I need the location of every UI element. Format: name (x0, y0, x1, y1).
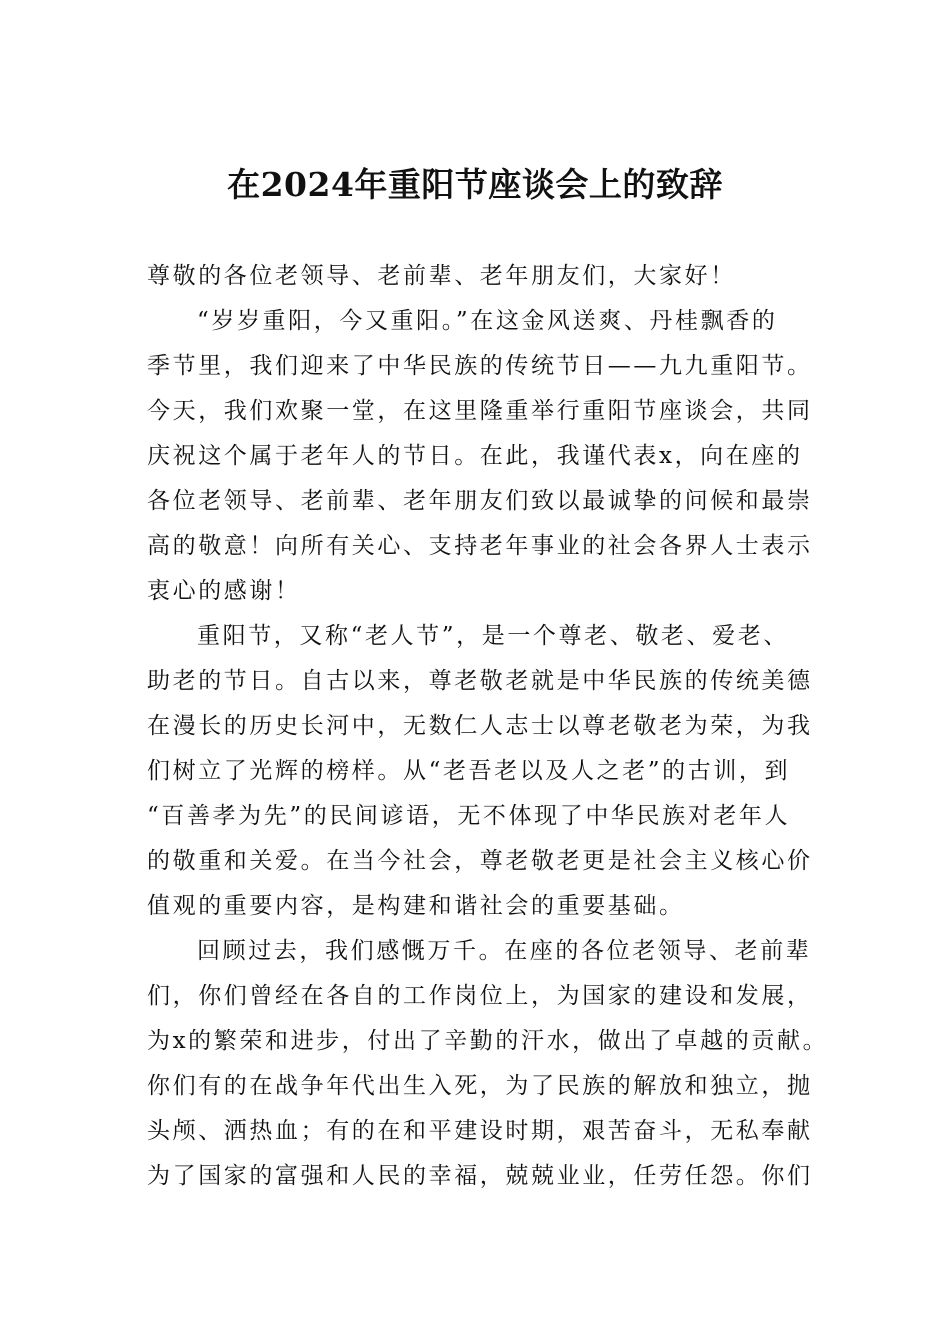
paragraph-3-line-3: 为x的繁荣和进步，付出了辛勤的汗水，做出了卓越的贡献。 (147, 1028, 829, 1054)
paragraph-3-line-5: 头颅、洒热血；有的在和平建设时期，艰苦奋斗，无私奉献 (147, 1118, 813, 1144)
salutation-line: 尊敬的各位老领导、老前辈、老年朋友们，大家好！ (147, 263, 736, 289)
paragraph-2-line-7: 值观的重要内容，是构建和谐社会的重要基础。 (147, 893, 685, 919)
paragraph-1-line-1: “岁岁重阳，今又重阳。”在这金风送爽、丹桂飘香的 (197, 308, 778, 334)
paragraph-3-line-2: 们，你们曾经在各自的工作岗位上，为国家的建设和发展， (147, 983, 813, 1009)
paragraph-1-line-3: 今天，我们欢聚一堂，在这里隆重举行重阳节座谈会，共同 (147, 398, 813, 424)
document-body (147, 254, 827, 1199)
paragraph-1-line-6: 高的敬意！向所有关心、支持老年事业的社会各界人士表示 (147, 533, 813, 559)
paragraph-2-line-3: 在漫长的历史长河中，无数仁人志士以尊老敬老为荣，为我 (147, 713, 813, 739)
paragraph-3-line-4: 你们有的在战争年代出生入死，为了民族的解放和独立，抛 (147, 1073, 813, 1099)
document-title: 在2024年重阳节座谈会上的致辞 (227, 165, 723, 204)
paragraph-3-line-6: 为了国家的富强和人民的幸福，兢兢业业，任劳任怨。你们 (147, 1163, 813, 1189)
paragraph-3-line-1: 回顾过去，我们感慨万千。在座的各位老领导、老前辈 (197, 938, 812, 964)
paragraph-2-line-1: 重阳节，又称“老人节”，是一个尊老、敬老、爱老、 (197, 623, 789, 649)
paragraph-1-line-2: 季节里，我们迎来了中华民族的传统节日——九九重阳节。 (147, 353, 813, 379)
paragraph-1-line-5: 各位老领导、老前辈、老年朋友们致以最诚挚的问候和最崇 (147, 488, 813, 514)
paragraph-2-line-4: 们树立了光辉的榜样。从“老吾老以及人之老”的古训，到 (147, 758, 791, 784)
paragraph-2-line-5: “百善孝为先”的民间谚语，无不体现了中华民族对老年人 (147, 803, 791, 829)
paragraph-2-line-6: 的敬重和关爱。在当今社会，尊老敬老更是社会主义核心价 (147, 848, 813, 874)
paragraph-1-line-7: 衷心的感谢！ (147, 578, 301, 604)
paragraph-1-line-4: 庆祝这个属于老年人的节日。在此，我谨代表x，向在座的 (147, 443, 803, 469)
paragraph-2-line-2: 助老的节日。自古以来，尊老敬老就是中华民族的传统美德 (147, 668, 813, 694)
